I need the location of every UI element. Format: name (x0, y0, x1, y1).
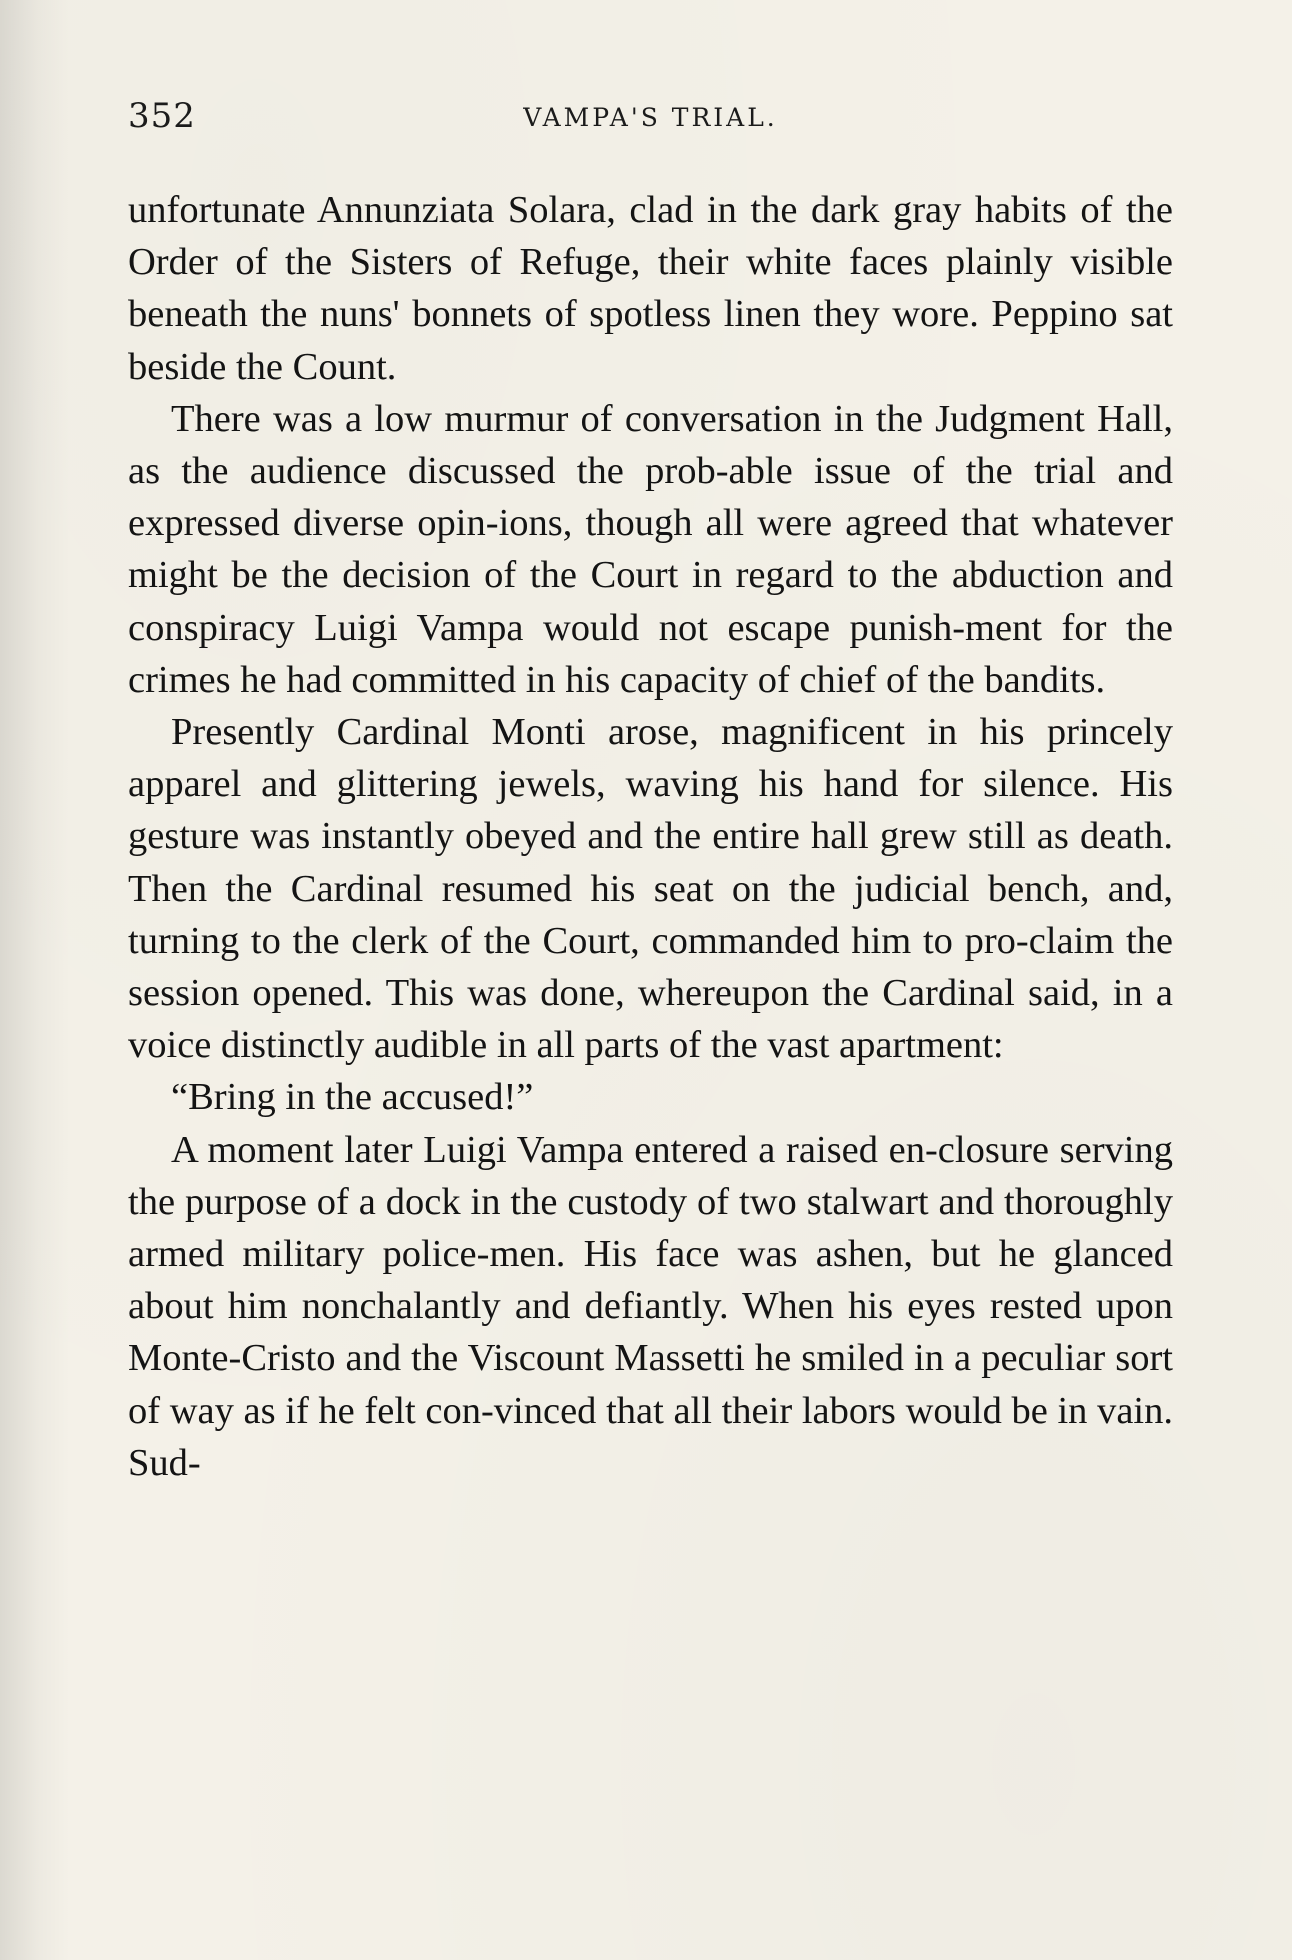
paragraph-cardinal-monti: Presently Cardinal Monti arose, magnificent in his princely apparel and glittering jewels, waving his hand for silence. His gesture was instantly obeyed and the entire hall grew still as death. Then the Cardinal resumed his seat on the judicial bench, and, turning to the clerk of the Court, commanded him to pro-claim the session opened. This was done, whereupon the Cardinal said, in a voice distinctly audible in all parts of the vast apartment: (128, 711, 1173, 1067)
running-title: VAMPA'S TRIAL. (523, 103, 778, 132)
paragraph-judgment-hall: There was a low murmur of conversation in the Judgment Hall, as the audience discussed the prob-able issue of the trial and expressed diverse opin-ions, though all were agreed that whatever might be the decision of the Court in regard to the abduction and conspiracy Luigi Vampa would not escape punish-ment for the crimes he had committed in his capacity of chief of the bandits. (128, 397, 1173, 701)
body-text (128, 184, 1173, 1489)
binding-gutter-shadow (0, 0, 70, 1960)
paragraph-continuation: unfortunate Annunziata Solara, clad in the dark gray habits of the Order of the Sisters of Refuge, their white faces plainly visible beneath the nuns' bonnets of spotless linen they wore. Peppino sat beside the Count. (128, 189, 1173, 388)
paragraph-quote: “Bring in the accused!” (171, 1076, 534, 1119)
paragraph-vampa-enters: A moment later Luigi Vampa entered a raised en-closure serving the purpose of a dock in the custody of two stalwart and thoroughly armed military police-men. His face was ashen, but he glanced about him nonchalantly and defiantly. When his eyes rested upon Monte-Cristo and the Viscount Massetti he smiled in a peculiar sort of way as if he felt con-vinced that all their labors would be in vain. Sud- (128, 1128, 1173, 1484)
page-header (128, 96, 1173, 136)
page-number: 352 (128, 96, 196, 136)
